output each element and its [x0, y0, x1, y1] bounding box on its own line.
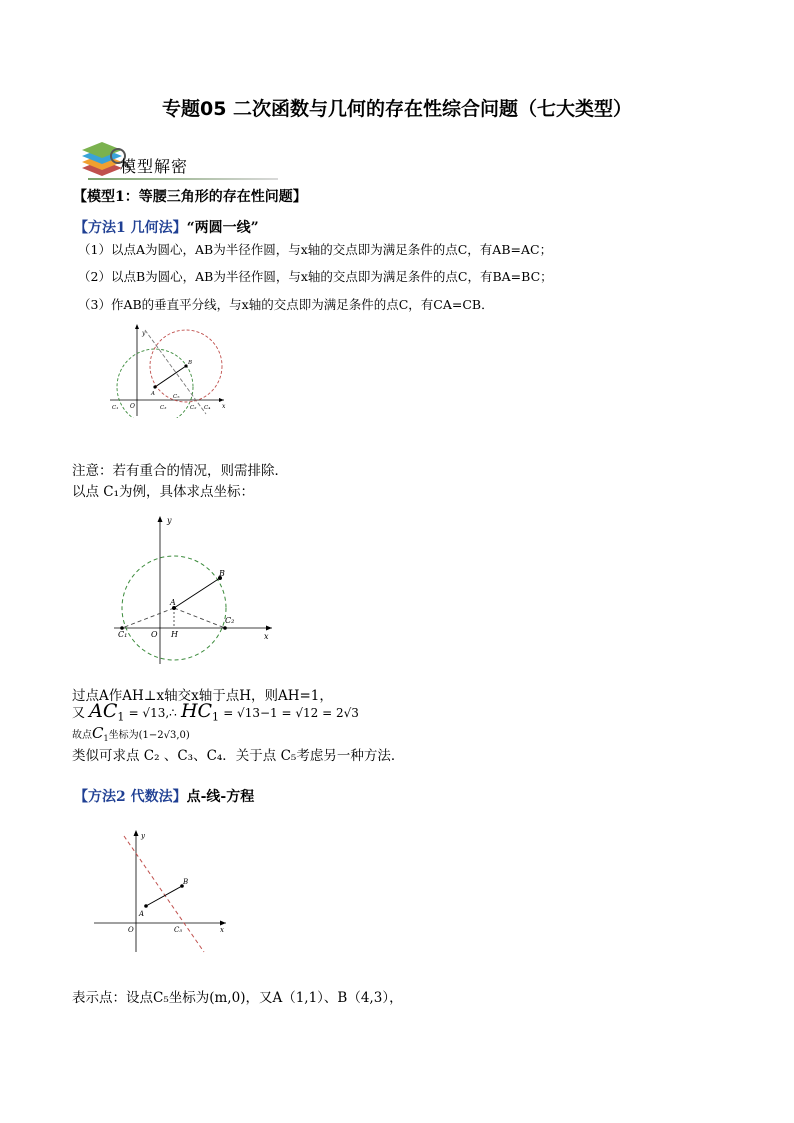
calc-line-3: [72, 724, 190, 743]
method-2-heading: [74, 786, 254, 806]
fig2-point-h-label: H: [171, 630, 178, 639]
note-text: 注意：若有重合的情况，则需排除．: [72, 463, 288, 479]
calc-line-2: [72, 700, 359, 724]
method-2-heading-subtitle: 点-线-方程: [186, 789, 255, 805]
calc-line-3-suffix: 坐标为(1−2√3,0): [108, 730, 190, 741]
banner-text: 模型解密: [120, 157, 189, 176]
method-1-heading: [74, 217, 259, 237]
calc-ac1: AC: [89, 700, 118, 722]
method-1-line-2: （2）以点B为圆心，AB为半径作圆，与x轴的交点即为满足条件的点C，有BA=BC；: [78, 269, 553, 284]
method-1-line-3: （3）作AB的垂直平分线，与x轴的交点即为满足条件的点C，有CA=CB．: [78, 297, 494, 312]
calc-hc1: HC: [180, 700, 213, 722]
figure-two-circles-one-line: [100, 318, 230, 418]
method-1-heading-label: 【方法1 几何法】: [74, 220, 187, 236]
banner-underline: [88, 178, 278, 180]
fig2-point-b-label: B: [219, 569, 225, 578]
fig1-c2-label: C₂: [190, 405, 197, 411]
fig2-origin-label: O: [151, 630, 158, 639]
fig2-c1-label: C₁: [118, 630, 128, 639]
fig1-y-label: y: [142, 330, 146, 337]
fig1-x-label: x: [222, 403, 226, 410]
calc-line-3-prefix: 故点: [72, 730, 92, 741]
method-1-line-1: （1）以点A为圆心，AB为半径作圆，与x轴的交点即为满足条件的点C，有AB=AC；: [78, 242, 553, 257]
fig3-y-label: y: [141, 832, 145, 840]
calc-hc1-sub: 1: [212, 710, 220, 724]
fig3-x-label: x: [220, 926, 224, 934]
fig2-point-a-label: A: [170, 598, 176, 607]
fig2-x-label: x: [264, 632, 269, 641]
model-1-heading: 【模型1：等腰三角形的存在性问题】: [73, 189, 307, 205]
fig2-y-label: y: [167, 516, 172, 525]
fig2-c2-label: C₂: [225, 616, 235, 625]
fig3-c5-label: C₅: [174, 926, 183, 934]
final-line: 表示点：设点C₅坐标为(m,0)，又A（1,1）、B（4,3），: [72, 990, 403, 1006]
fig1-point-b-label: B: [188, 360, 193, 366]
method-1-heading-subtitle: “两圆一线”: [186, 220, 259, 236]
fig1-point-a-label: A: [151, 391, 155, 397]
calc-line-2-prefix: 又: [72, 706, 86, 721]
figure-perpendicular-bisector: [92, 828, 232, 958]
calc-eq2: = √13−1 = √12 = 2√3: [223, 706, 359, 720]
example-intro: 以点 C₁为例，具体求点坐标：: [72, 484, 255, 500]
page-title: 专题05 二次函数与几何的存在性综合问题（七大类型）: [161, 98, 633, 120]
figure-circle-a: [112, 512, 277, 667]
calc-line-1: 过点A作AH⊥x轴交x轴于点H，则AH=1，: [72, 688, 333, 704]
fig1-c3-label: C₃: [160, 405, 167, 411]
fig1-c4-label: C₄: [204, 405, 211, 411]
calc-eq1: = √13,∴: [128, 706, 177, 720]
calc-line-4: 类似可求点 C₂ 、C₃、C₄．关于点 C₅考虑另一种方法．: [72, 748, 405, 764]
calc-line-3-sub: 1: [103, 734, 109, 743]
fig1-c1-label: C₁: [112, 405, 119, 411]
method-2-heading-label: 【方法2 代数法】: [74, 789, 187, 805]
calc-ac1-sub: 1: [117, 710, 125, 724]
fig1-origin-label: O: [130, 403, 135, 410]
fig3-point-b-label: B: [183, 878, 189, 886]
fig3-origin-label: O: [128, 926, 134, 934]
calc-line-3-c: C: [92, 724, 104, 742]
fig3-point-a-label: A: [139, 910, 145, 918]
section-banner: [78, 138, 238, 182]
fig1-c5-label: C₅: [173, 394, 180, 400]
